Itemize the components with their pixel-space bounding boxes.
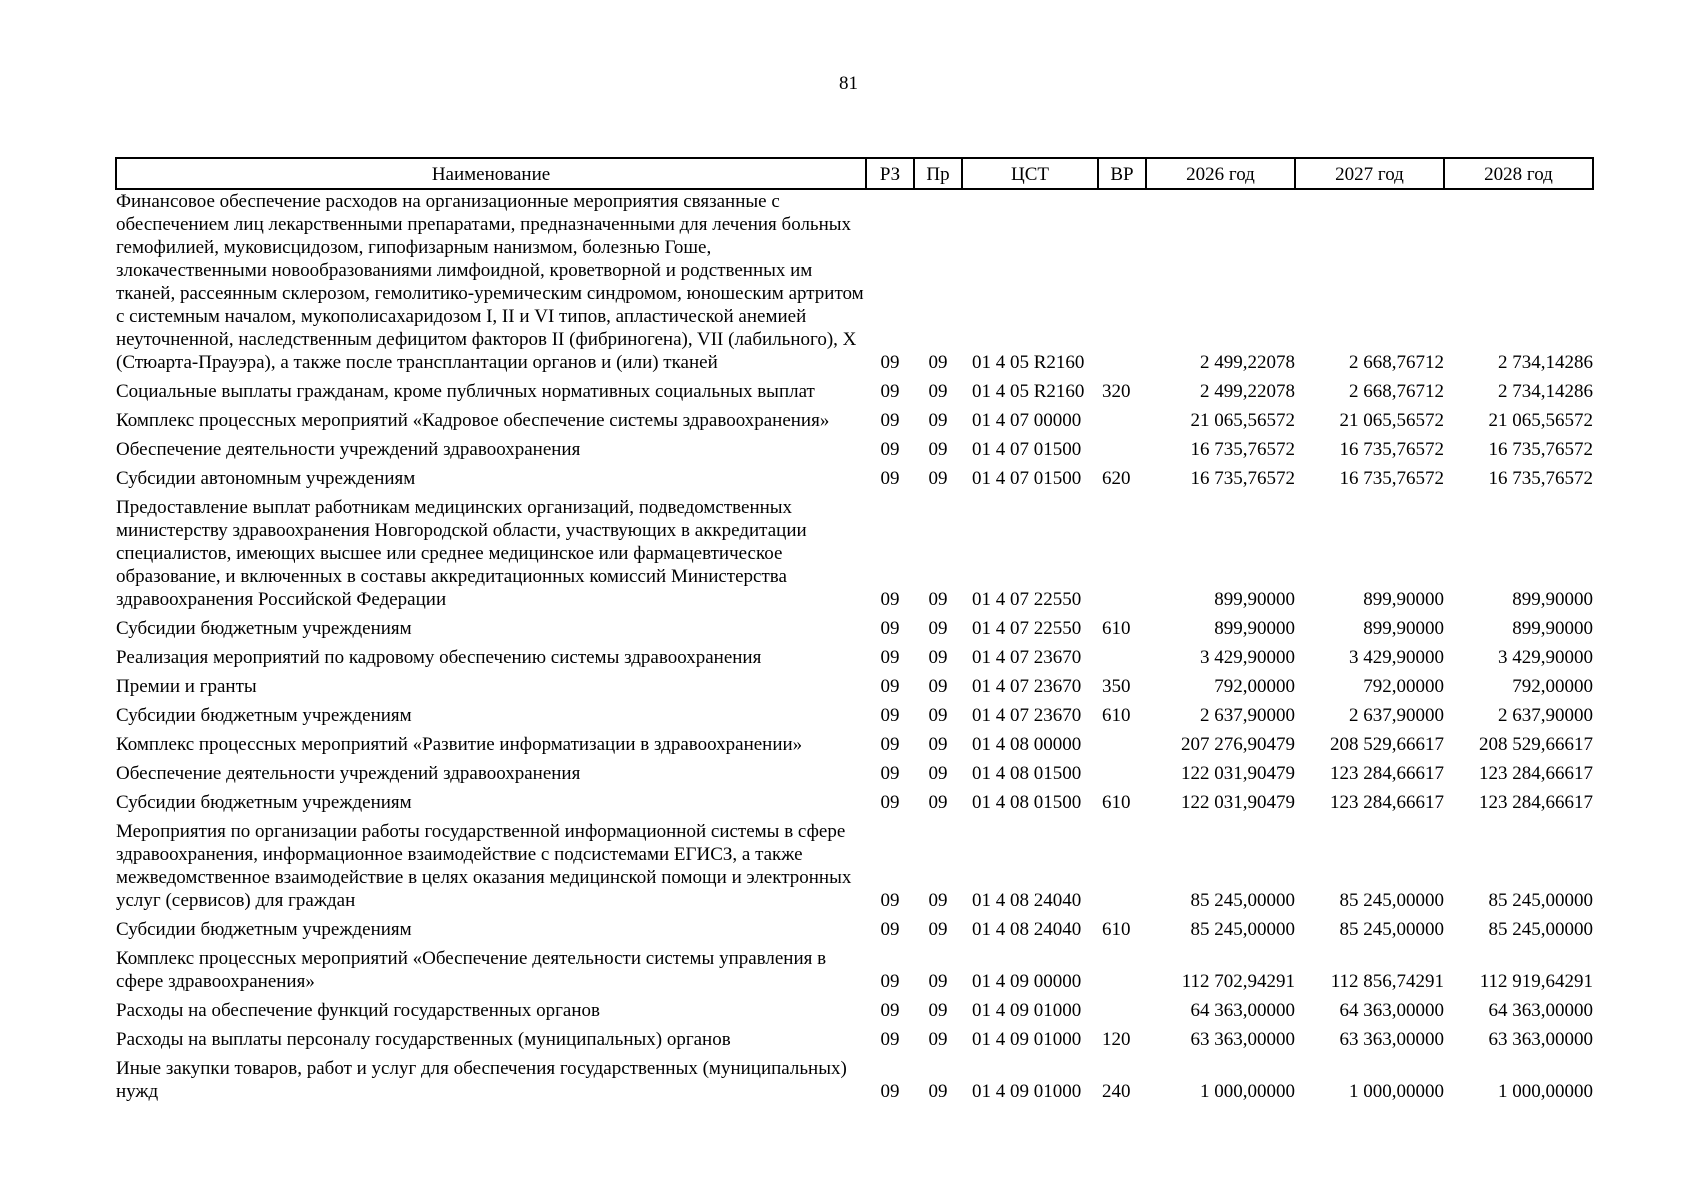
- table-row: [116, 999, 1593, 1028]
- row-value-2027: 123 284,66617: [1330, 763, 1444, 784]
- row-name: Социальные выплаты гражданам, кроме публичных нормативных социальных выплат: [116, 381, 815, 402]
- table-row: [116, 1028, 1593, 1057]
- row-cst: 01 4 07 22550: [972, 589, 1082, 610]
- row-pr: 09: [928, 352, 948, 373]
- row-name: Иные закупки товаров, работ и услуг для обеспечения государственных (муниципальных) нужд: [116, 1058, 847, 1102]
- row-vr: [1098, 496, 1146, 617]
- row-rz: 09: [880, 439, 900, 460]
- row-pr: 09: [928, 647, 948, 668]
- header-vr: ВР: [1098, 158, 1146, 189]
- row-value-2026: 2 499,22078: [1200, 381, 1295, 402]
- row-value-2026: 16 735,76572: [1190, 439, 1295, 460]
- row-vr: [1098, 999, 1146, 1028]
- budget-table: [115, 157, 1594, 1109]
- row-pr: 09: [928, 618, 948, 639]
- table-row: [116, 733, 1593, 762]
- row-rz: 09: [880, 1000, 900, 1021]
- row-cst: 01 4 08 24040: [972, 919, 1082, 940]
- row-rz: 09: [880, 971, 900, 992]
- header-cst: ЦСТ: [962, 158, 1098, 189]
- row-value-2027: 899,90000: [1363, 589, 1444, 610]
- row-pr: 09: [928, 468, 948, 489]
- row-rz: 09: [880, 705, 900, 726]
- row-name: Расходы на выплаты персоналу государственных (муниципальных) органов: [116, 1029, 731, 1050]
- row-pr: 09: [928, 381, 948, 402]
- row-value-2028: 123 284,66617: [1479, 763, 1593, 784]
- table-row: [116, 820, 1593, 918]
- row-value-2028: 85 245,00000: [1488, 890, 1593, 911]
- table-row: [116, 496, 1593, 617]
- row-vr: 610: [1102, 919, 1131, 940]
- row-value-2027: 208 529,66617: [1330, 734, 1444, 755]
- row-vr: [1098, 189, 1146, 380]
- row-cst: 01 4 05 R2160: [972, 381, 1085, 402]
- row-value-2026: 1 000,00000: [1200, 1081, 1295, 1102]
- row-rz: 09: [880, 468, 900, 489]
- page-number: 81: [839, 73, 858, 94]
- row-rz: 09: [880, 1029, 900, 1050]
- row-value-2028: 208 529,66617: [1479, 734, 1593, 755]
- row-cst: 01 4 09 00000: [972, 971, 1082, 992]
- header-pr: Пр: [914, 158, 962, 189]
- row-value-2026: 122 031,90479: [1181, 763, 1295, 784]
- table-row: [116, 791, 1593, 820]
- row-rz: 09: [880, 618, 900, 639]
- table-row: [116, 918, 1593, 947]
- row-pr: 09: [928, 890, 948, 911]
- table-row: [116, 189, 1593, 380]
- row-value-2028: 1 000,00000: [1498, 1081, 1593, 1102]
- table-row: [116, 704, 1593, 733]
- row-value-2028: 899,90000: [1512, 589, 1593, 610]
- row-vr: [1098, 820, 1146, 918]
- table-body: [116, 189, 1593, 1109]
- row-vr: [1098, 646, 1146, 675]
- row-cst: 01 4 07 23670: [972, 705, 1082, 726]
- row-value-2026: 16 735,76572: [1190, 468, 1295, 489]
- header-2027: 2027 год: [1295, 158, 1444, 189]
- row-value-2027: 16 735,76572: [1339, 439, 1444, 460]
- header-rz: РЗ: [866, 158, 914, 189]
- row-value-2027: 21 065,56572: [1339, 410, 1444, 431]
- row-value-2027: 123 284,66617: [1330, 792, 1444, 813]
- row-rz: 09: [880, 352, 900, 373]
- row-pr: 09: [928, 763, 948, 784]
- row-value-2026: 207 276,90479: [1181, 734, 1295, 755]
- row-pr: 09: [928, 919, 948, 940]
- row-value-2028: 2 734,14286: [1498, 352, 1593, 373]
- row-value-2026: 2 499,22078: [1200, 352, 1295, 373]
- row-rz: 09: [880, 410, 900, 431]
- row-name: Комплекс процессных мероприятий «Развитие информатизации в здравоохранении»: [116, 734, 803, 755]
- table-row: [116, 380, 1593, 409]
- row-name: Обеспечение деятельности учреждений здравоохранения: [116, 439, 581, 460]
- row-vr: [1098, 762, 1146, 791]
- row-vr: [1098, 409, 1146, 438]
- row-cst: 01 4 08 00000: [972, 734, 1082, 755]
- row-pr: 09: [928, 676, 948, 697]
- row-pr: 09: [928, 439, 948, 460]
- table-row: [116, 438, 1593, 467]
- row-rz: 09: [880, 792, 900, 813]
- row-cst: 01 4 09 01000: [972, 1000, 1082, 1021]
- table-header: [116, 158, 1593, 189]
- table-row: [116, 646, 1593, 675]
- row-value-2026: 122 031,90479: [1181, 792, 1295, 813]
- row-value-2027: 112 856,74291: [1330, 971, 1444, 992]
- row-cst: 01 4 05 R2160: [972, 352, 1085, 373]
- row-cst: 01 4 07 01500: [972, 439, 1082, 460]
- row-value-2028: 21 065,56572: [1488, 410, 1593, 431]
- row-rz: 09: [880, 647, 900, 668]
- row-value-2027: 63 363,00000: [1339, 1029, 1444, 1050]
- row-cst: 01 4 09 01000: [972, 1081, 1082, 1102]
- row-name: Комплекс процессных мероприятий «Обеспечение деятельности системы управления в сфере здравоохранения»: [116, 948, 827, 992]
- row-value-2028: 899,90000: [1512, 618, 1593, 639]
- row-rz: 09: [880, 589, 900, 610]
- row-vr: [1098, 438, 1146, 467]
- table-row: [116, 617, 1593, 646]
- row-value-2026: 21 065,56572: [1190, 410, 1295, 431]
- row-pr: 09: [928, 1000, 948, 1021]
- row-name: Расходы на обеспечение функций государственных органов: [116, 1000, 600, 1021]
- header-2028: 2028 год: [1444, 158, 1593, 189]
- row-rz: 09: [880, 919, 900, 940]
- row-cst: 01 4 07 00000: [972, 410, 1082, 431]
- row-value-2026: 2 637,90000: [1200, 705, 1295, 726]
- row-cst: 01 4 08 01500: [972, 763, 1082, 784]
- row-value-2028: 85 245,00000: [1488, 919, 1593, 940]
- row-vr: 620: [1102, 468, 1131, 489]
- row-cst: 01 4 07 23670: [972, 647, 1082, 668]
- row-value-2027: 85 245,00000: [1339, 890, 1444, 911]
- row-pr: 09: [928, 1081, 948, 1102]
- row-vr: 610: [1102, 792, 1131, 813]
- row-value-2027: 2 637,90000: [1349, 705, 1444, 726]
- row-vr: 610: [1102, 705, 1131, 726]
- row-name: Реализация мероприятий по кадровому обеспечению системы здравоохранения: [116, 647, 762, 668]
- row-name: Мероприятия по организации работы государственной информационной системы в сфере здравоохранения, информационное взаимодействие с подсистемами ЕГИСЗ, а также межведомственное взаимодействие в целях оказания медицинской помощи и электронных услуг (сервисов) для граждан: [116, 821, 852, 911]
- row-vr: 610: [1102, 618, 1131, 639]
- row-name: Комплекс процессных мероприятий «Кадровое обеспечение системы здравоохранения»: [116, 410, 830, 431]
- row-value-2027: 2 668,76712: [1349, 352, 1444, 373]
- row-value-2028: 792,00000: [1512, 676, 1593, 697]
- row-rz: 09: [880, 1081, 900, 1102]
- row-vr: 320: [1102, 381, 1131, 402]
- row-value-2027: 3 429,90000: [1349, 647, 1444, 668]
- row-pr: 09: [928, 734, 948, 755]
- row-value-2028: 63 363,00000: [1488, 1029, 1593, 1050]
- table-row: [116, 947, 1593, 999]
- row-vr: 350: [1102, 676, 1131, 697]
- row-vr: [1098, 733, 1146, 762]
- row-pr: 09: [928, 410, 948, 431]
- row-vr: 120: [1102, 1029, 1131, 1050]
- row-value-2026: 112 702,94291: [1181, 971, 1295, 992]
- row-value-2026: 85 245,00000: [1190, 919, 1295, 940]
- row-name: Обеспечение деятельности учреждений здравоохранения: [116, 763, 581, 784]
- row-vr: [1098, 947, 1146, 999]
- row-value-2026: 899,90000: [1214, 589, 1295, 610]
- row-value-2028: 16 735,76572: [1488, 439, 1593, 460]
- table-row: [116, 409, 1593, 438]
- row-value-2028: 16 735,76572: [1488, 468, 1593, 489]
- row-value-2027: 16 735,76572: [1339, 468, 1444, 489]
- row-cst: 01 4 09 01000: [972, 1029, 1082, 1050]
- row-value-2027: 64 363,00000: [1339, 1000, 1444, 1021]
- row-name: Субсидии автономным учреждениям: [116, 468, 416, 489]
- row-value-2026: 63 363,00000: [1190, 1029, 1295, 1050]
- row-pr: 09: [928, 1029, 948, 1050]
- row-value-2028: 64 363,00000: [1488, 1000, 1593, 1021]
- table-row: [116, 1057, 1593, 1109]
- table-row: [116, 762, 1593, 791]
- row-pr: 09: [928, 705, 948, 726]
- row-rz: 09: [880, 676, 900, 697]
- row-cst: 01 4 08 01500: [972, 792, 1082, 813]
- row-value-2027: 2 668,76712: [1349, 381, 1444, 402]
- row-name: Субсидии бюджетным учреждениям: [116, 792, 412, 813]
- row-value-2028: 112 919,64291: [1479, 971, 1593, 992]
- row-value-2026: 899,90000: [1214, 618, 1295, 639]
- row-name: Премии и гранты: [116, 676, 257, 697]
- row-value-2026: 3 429,90000: [1200, 647, 1295, 668]
- row-name: Субсидии бюджетным учреждениям: [116, 618, 412, 639]
- row-rz: 09: [880, 890, 900, 911]
- row-cst: 01 4 07 01500: [972, 468, 1082, 489]
- row-name: Субсидии бюджетным учреждениям: [116, 919, 412, 940]
- row-name: Финансовое обеспечение расходов на организационные мероприятия связанные с обеспечением лиц лекарственными препаратами, предназначенными для лечения больных гемофилией, муковисцидозом, гипофизарным нанизмом, болезнью Гоше, злокачественными новообразованиями лимфоидной, кроветворной и родственных им тканей, рассеянным склерозом, гемолитико-уремическим синдромом, юношеским артритом с системным началом, мукополисахаридозом I, II и VI типов, апластической анемией неуточненной, наследственным дефицитом факторов II (фибриногена), VII (лабильного), X (Стюарта-Прауэра), а также после трансплантации органов и (или) тканей: [116, 191, 864, 373]
- row-value-2026: 64 363,00000: [1190, 1000, 1295, 1021]
- table-row: [116, 467, 1593, 496]
- row-rz: 09: [880, 734, 900, 755]
- row-value-2027: 85 245,00000: [1339, 919, 1444, 940]
- header-name: Наименование: [116, 158, 866, 189]
- row-pr: 09: [928, 589, 948, 610]
- header-2026: 2026 год: [1146, 158, 1295, 189]
- row-vr: 240: [1102, 1081, 1131, 1102]
- row-value-2028: 3 429,90000: [1498, 647, 1593, 668]
- row-value-2027: 1 000,00000: [1349, 1081, 1444, 1102]
- row-value-2028: 2 637,90000: [1498, 705, 1593, 726]
- row-cst: 01 4 07 22550: [972, 618, 1082, 639]
- row-name: Предоставление выплат работникам медицинских организаций, подведомственных министерству здравоохранения Новгородской области, участвующих в аккредитации специалистов, имеющих высшее или среднее медицинское или фармацевтическое образование, и включенных в составы аккредитационных комиссий Министерства здравоохранения Российской Федерации: [116, 497, 807, 610]
- row-pr: 09: [928, 971, 948, 992]
- row-cst: 01 4 08 24040: [972, 890, 1082, 911]
- row-value-2026: 792,00000: [1214, 676, 1295, 697]
- row-cst: 01 4 07 23670: [972, 676, 1082, 697]
- row-rz: 09: [880, 763, 900, 784]
- row-value-2028: 123 284,66617: [1479, 792, 1593, 813]
- row-pr: 09: [928, 792, 948, 813]
- row-value-2027: 899,90000: [1363, 618, 1444, 639]
- row-value-2026: 85 245,00000: [1190, 890, 1295, 911]
- row-value-2028: 2 734,14286: [1498, 381, 1593, 402]
- row-value-2027: 792,00000: [1363, 676, 1444, 697]
- row-name: Субсидии бюджетным учреждениям: [116, 705, 412, 726]
- row-rz: 09: [880, 381, 900, 402]
- table-row: [116, 675, 1593, 704]
